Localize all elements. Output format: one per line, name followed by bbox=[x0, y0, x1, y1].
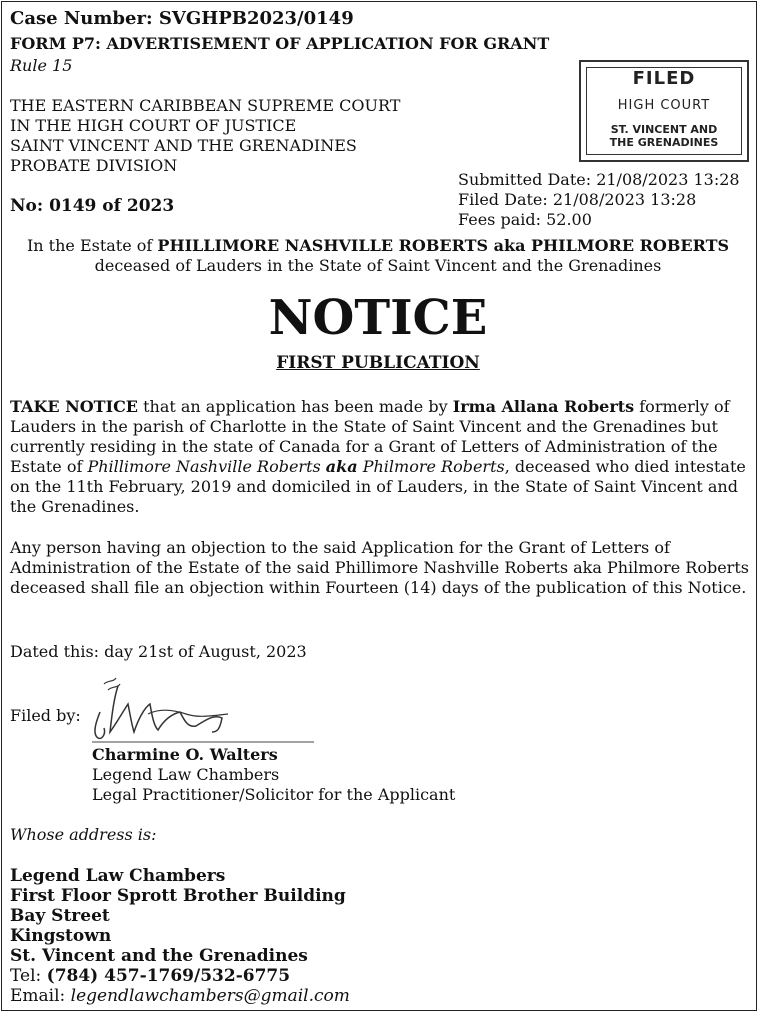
address-line: St. Vincent and the Grenadines bbox=[10, 946, 308, 966]
filed-date: Filed Date: 21/08/2023 13:28 bbox=[458, 190, 697, 209]
address-line: First Floor Sprott Brother Building bbox=[10, 886, 346, 906]
notice-paragraph bbox=[10, 397, 750, 517]
filing-dates bbox=[458, 170, 740, 230]
fees-paid: Fees paid: 52.00 bbox=[458, 210, 592, 229]
notice-title: NOTICE bbox=[268, 290, 488, 346]
estate-deceased-name: PHILLIMORE NASHVILLE ROBERTS aka PHILMORE ROBERTS bbox=[157, 236, 730, 255]
court-line: SAINT VINCENT AND THE GRENADINES bbox=[10, 136, 357, 155]
signer-firm: Legend Law Chambers bbox=[92, 765, 280, 784]
filed-by-label: Filed by: bbox=[10, 706, 81, 725]
paragraph-text: that an application has been made by bbox=[138, 397, 453, 416]
case-no: No: 0149 of 2023 bbox=[10, 196, 175, 216]
signer-block bbox=[92, 745, 455, 805]
estate-suffix: deceased of Lauders in the State of Saint Vincent and the Grenadines bbox=[94, 256, 662, 275]
email-address: legendlawchambers@gmail.com bbox=[70, 986, 350, 1006]
estate-prefix: In the Estate of bbox=[26, 236, 158, 255]
applicant-name: Irma Allana Roberts bbox=[452, 397, 635, 416]
paragraph-text: formerly of Lauders in the parish of Charlotte in the State of Saint Vincent and the Grenadines but currently residing in the state of Canada for a Grant of Letters of Administration of the Estate of bbox=[10, 397, 730, 476]
filed-stamp bbox=[579, 60, 749, 162]
tel-label: Tel: bbox=[10, 966, 47, 986]
signer-role: Legal Practitioner/Solicitor for the Applicant bbox=[92, 785, 456, 804]
paragraph-text: , deceased who died intestate on the 11th February, 2019 and domiciled in of Lauders, in the State of Saint Vincent and the Grenadines. bbox=[10, 457, 746, 516]
rule-reference: Rule 15 bbox=[10, 56, 73, 75]
address-block bbox=[10, 866, 350, 1006]
estate-line bbox=[0, 236, 756, 276]
court-line: THE EASTERN CARIBBEAN SUPREME COURT bbox=[10, 96, 401, 115]
court-line: PROBATE DIVISION bbox=[10, 156, 178, 175]
form-title: FORM P7: ADVERTISEMENT OF APPLICATION FOR GRANT bbox=[10, 34, 550, 53]
take-notice-lead: TAKE NOTICE bbox=[10, 397, 138, 416]
address-line: Kingstown bbox=[10, 926, 112, 946]
telephone-line bbox=[10, 966, 350, 986]
court-line: IN THE HIGH COURT OF JUSTICE bbox=[10, 116, 297, 135]
submitted-date: Submitted Date: 21/08/2023 13:28 bbox=[458, 170, 740, 189]
dated-line: Dated this: day 21st of August, 2023 bbox=[10, 642, 307, 661]
email-line bbox=[10, 986, 350, 1006]
court-heading bbox=[10, 96, 400, 176]
address-line: Bay Street bbox=[10, 906, 110, 926]
stamp-region-text bbox=[581, 123, 747, 149]
tel-number: (784) 457-1769/532-6775 bbox=[46, 966, 291, 986]
stamp-region-line: THE GRENADINES bbox=[609, 136, 719, 149]
stamp-filed-text: FILED bbox=[632, 68, 696, 89]
address-label: Whose address is: bbox=[10, 825, 157, 844]
deceased-name: Phillimore Nashville Roberts bbox=[87, 457, 326, 476]
signer-name: Charmine O. Walters bbox=[92, 745, 278, 764]
notice-subtitle: FIRST PUBLICATION bbox=[276, 353, 480, 373]
objection-paragraph: Any person having an objection to the said Application for the Grant of Letters of Administration of the Estate of the said Phillimore Nashville Roberts aka Philmore Roberts deceased shall file an objection within Fourteen (14) days of the publication of this Notice. bbox=[10, 538, 749, 597]
deceased-alias: Philmore Roberts bbox=[357, 457, 505, 476]
address-line: Legend Law Chambers bbox=[10, 866, 226, 886]
aka-text: aka bbox=[325, 457, 358, 476]
case-number: Case Number: SVGHPB2023/0149 bbox=[10, 8, 354, 29]
email-label: Email: bbox=[10, 986, 71, 1006]
signature-image bbox=[88, 674, 318, 746]
stamp-court-text: HIGH COURT bbox=[617, 98, 711, 113]
stamp-region-line: ST. VINCENT AND bbox=[610, 123, 718, 136]
